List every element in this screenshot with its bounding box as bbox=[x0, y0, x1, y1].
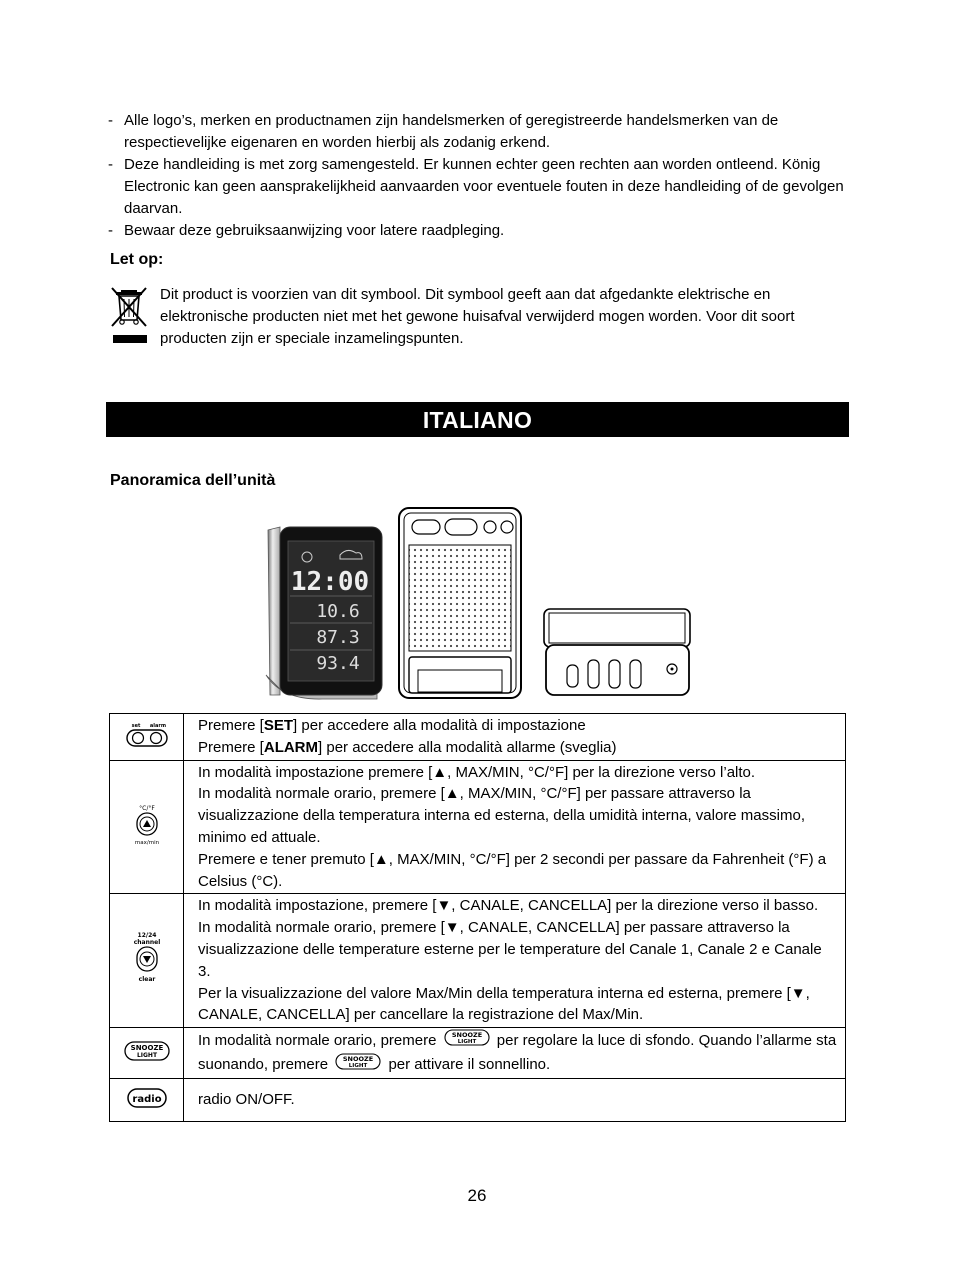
down-channel-button-icon bbox=[110, 894, 184, 1028]
list-item: - Deze handleiding is met zorg samengesteld. Er kunnen echter geen rechten aan worden ontleend. König Electronic kan geen aansprakelijkheid aanvaarden voor eventuele fouten in deze handleiding of de gevolgen daarvan. bbox=[108, 156, 844, 217]
radio-button-icon bbox=[110, 1078, 184, 1121]
table-row bbox=[110, 894, 846, 1028]
front-view-device bbox=[266, 527, 382, 699]
table-row bbox=[110, 1078, 846, 1121]
svg-text:LIGHT: LIGHT bbox=[349, 1062, 368, 1069]
back-view-device bbox=[399, 508, 521, 698]
svg-text:SNOOZE: SNOOZE bbox=[343, 1054, 374, 1063]
page-number: 26 bbox=[467, 1186, 487, 1205]
up-maxmin-button-icon bbox=[110, 760, 184, 894]
svg-text:set: set bbox=[131, 722, 140, 729]
snooze-light-inline-icon bbox=[335, 1053, 381, 1077]
list-item: - Alle logo’s, merken en productnamen zijn handelsmerken of geregistreerde handelsmerken van de respectievelijke eigenaren en worden hierbij als zodanig erkend. bbox=[108, 112, 779, 151]
radio-description: radio ON/OFF. bbox=[184, 1078, 846, 1121]
svg-text:12/24: 12/24 bbox=[137, 931, 156, 939]
table-row bbox=[110, 760, 846, 894]
let-op-text: Dit product is voorzien van dit symbool. Dit symbool geeft aan dat afgedankte elektrische en elektronische producten niet met het gewone huisafval verwijderd mogen worden. Voor dit soort producten zijn er speciale inzamelingspunten. bbox=[160, 286, 795, 347]
table-row bbox=[110, 714, 846, 761]
down-button-description: In modalità impostazione, premere [▼, CANALE, CANCELLA] per la direzione verso il basso. In modalità normale orario, premere [▼, CANALE, CANCELLA] per passare attraverso la visualizzazione delle temperature esterne per le temperature del Canale 1, Canale 2 e Canale 3. Per la visualizzazione del valore Max/Min della temperatura interna ed esterna, premere [▼, CANALE, CANCELLA] per cancellare la registrazione del Max/Min. bbox=[184, 894, 846, 1028]
svg-text:alarm: alarm bbox=[149, 722, 166, 729]
svg-text:radio: radio bbox=[131, 1093, 162, 1105]
list-item: - Bewaar deze gebruiksaanwijzing voor latere raadpleging. bbox=[108, 222, 505, 239]
overview-heading: Panoramica dell’unità bbox=[110, 472, 276, 489]
svg-text:SNOOZE: SNOOZE bbox=[451, 1031, 482, 1040]
device-temp-readout-2: 87.3 bbox=[316, 627, 360, 648]
svg-text:LIGHT: LIGHT bbox=[457, 1039, 476, 1046]
weee-bin-icon bbox=[108, 284, 152, 348]
set-alarm-button-icon bbox=[110, 714, 184, 761]
device-time-readout: 12:00 bbox=[290, 567, 370, 597]
svg-text:max/min: max/min bbox=[134, 839, 159, 846]
up-button-description: In modalità impostazione premere [▲, MAX/MIN, °C/°F] per la direzione verso l’alto. In modalità normale orario, premere [▲, MAX/MIN, °C/°F] per passare attraverso la visualizzazione della temperatura interna ed esterna, della umidità interna, valore massimo, minimo ed attuale. Premere e tener premuto [▲, MAX/MIN, °C/°F] per 2 secondi per passare da Fahrenheit (°F) a Celsius (°C). bbox=[184, 760, 846, 894]
svg-text:LIGHT: LIGHT bbox=[136, 1051, 157, 1059]
device-illustrations bbox=[262, 505, 694, 705]
device-temp-readout-1: 10.6 bbox=[316, 601, 360, 622]
svg-text:clear: clear bbox=[138, 975, 155, 983]
snooze-light-inline-icon bbox=[444, 1029, 490, 1053]
section-banner: ITALIANO bbox=[106, 402, 849, 437]
device-temp-readout-3: 93.4 bbox=[316, 653, 360, 674]
svg-text:SNOOZE: SNOOZE bbox=[130, 1043, 163, 1052]
snooze-light-button-icon bbox=[110, 1028, 184, 1079]
key-function-table bbox=[109, 713, 846, 1122]
svg-text:channel: channel bbox=[133, 938, 160, 946]
svg-text:°C/°F: °C/°F bbox=[138, 804, 155, 812]
set-alarm-description: Premere [SET] per accedere alla modalità di impostazione Premere [ALARM] per accedere alla modalità allarme (sveglia) bbox=[184, 714, 846, 761]
let-op-heading: Let op: bbox=[110, 251, 164, 268]
table-row bbox=[110, 1028, 846, 1079]
bottom-view-device bbox=[544, 609, 690, 695]
snooze-light-description: In modalità normale orario, premere SNOOZE LIGHT per regolare la luce di sfondo. Quando l’allarme sta suonando, premere SNOOZE LIGHT per attivare il sonnellino. bbox=[184, 1028, 846, 1079]
intro-bullet-list bbox=[108, 110, 848, 242]
weee-notice bbox=[108, 284, 848, 350]
